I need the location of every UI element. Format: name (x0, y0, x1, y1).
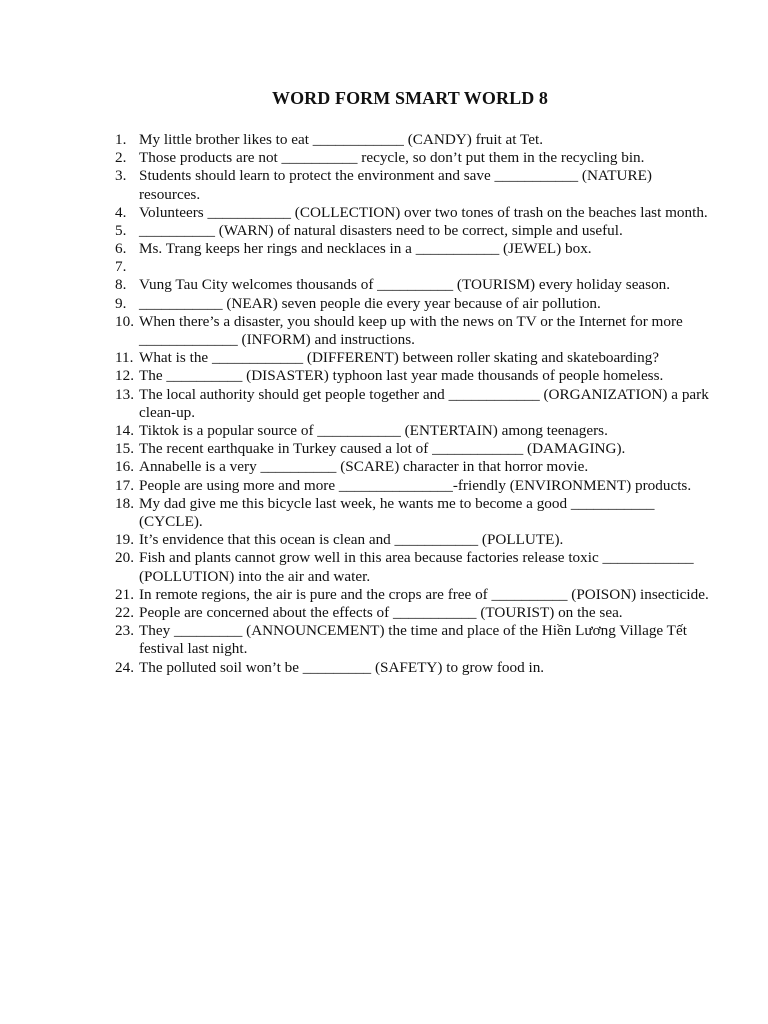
question-text: People are using more and more _______________-friendly (ENVIRONMENT) products. (139, 476, 692, 494)
question-item (115, 531, 710, 549)
question-text: ___________ (NEAR) seven people die every year because of air pollution. (139, 294, 601, 312)
question-text: My dad give me this bicycle last week, he wants me to become a good ___________ (CYCLE). (139, 494, 655, 531)
question-number: 3. (115, 167, 127, 185)
question-text: Volunteers ___________ (COLLECTION) over two tones of trash on the beaches last month. (139, 203, 708, 221)
question-text: Fish and plants cannot grow well in this area because factories release toxic ____________ (POLLUTION) into the air and water. (139, 549, 694, 585)
question-number: 8. (115, 276, 127, 294)
question-text: The polluted soil won’t be _________ (SAFETY) to grow food in. (139, 658, 545, 676)
question-item (115, 659, 710, 677)
question-item (115, 422, 710, 440)
question-number: 19. (115, 531, 134, 549)
question-item (115, 495, 710, 531)
question-item (115, 258, 710, 276)
document-title: WORD FORM SMART WORLD 8 (271, 88, 548, 108)
question-number: 22. (115, 604, 134, 622)
question-number: 15. (115, 440, 134, 458)
question-text: People are concerned about the effects of ___________ (TOURIST) on the sea. (139, 604, 623, 622)
question-text: My little brother likes to eat ____________ (CANDY) fruit at Tet. (139, 131, 544, 148)
question-number: 13. (115, 385, 134, 403)
question-list (115, 131, 710, 677)
question-number: 14. (115, 422, 134, 440)
question-text: When there’s a disaster, you should keep up with the news on TV or the Internet for more _____________ (INFORM) and instructions. (139, 312, 683, 349)
question-number: 9. (115, 294, 127, 312)
question-item (115, 458, 710, 476)
question-item (115, 204, 710, 222)
question-item (115, 440, 710, 458)
question-item (115, 386, 710, 422)
question-text: Tiktok is a popular source of ___________ (ENTERTAIN) among teenagers. (139, 422, 608, 440)
question-number: 23. (115, 622, 134, 640)
question-number: 11. (115, 349, 134, 367)
question-item (115, 295, 710, 313)
question-text: Annabelle is a very __________ (SCARE) character in that horror movie. (139, 458, 589, 476)
question-text: __________ (WARN) of natural disasters need to be correct, simple and useful. (139, 222, 623, 240)
question-text: In remote regions, the air is pure and the crops are free of __________ (POISON) insecticide. (139, 585, 709, 603)
question-number: 1. (115, 131, 127, 148)
question-item (115, 131, 710, 149)
question-number: 20. (115, 549, 134, 567)
question-item (115, 622, 710, 658)
question-item (115, 149, 710, 167)
question-number: 18. (115, 494, 134, 512)
question-text: The __________ (DISASTER) typhoon last year made thousands of people homeless. (139, 367, 664, 385)
question-number: 24. (115, 658, 134, 676)
question-text: The local authority should get people together and ____________ (ORGANIZATION) a park clean-up. (139, 385, 709, 421)
question-text: The recent earthquake in Turkey caused a lot of ____________ (DAMAGING). (139, 440, 626, 458)
question-item (115, 477, 710, 495)
question-number: 7. (115, 258, 127, 276)
question-item (115, 313, 710, 349)
question-number: 16. (115, 458, 134, 476)
question-text: Those products are not __________ recycle, so don’t put them in the recycling bin. (139, 149, 645, 167)
question-number: 21. (115, 585, 134, 603)
question-text: It’s envidence that this ocean is clean and ___________ (POLLUTE). (139, 531, 564, 549)
question-number: 2. (115, 149, 127, 167)
question-number: 4. (115, 203, 127, 221)
question-number: 17. (115, 476, 134, 494)
question-text: Vung Tau City welcomes thousands of __________ (TOURISM) every holiday season. (139, 276, 671, 294)
question-text: Ms. Trang keeps her rings and necklaces in a ___________ (JEWEL) box. (139, 240, 592, 258)
question-item (115, 349, 710, 367)
question-number: 10. (115, 312, 134, 330)
question-number: 12. (115, 367, 134, 385)
question-item (115, 586, 710, 604)
question-item (115, 549, 710, 585)
question-text: Students should learn to protect the environment and save ___________ (NATURE) resources. (139, 167, 652, 203)
question-item (115, 240, 710, 258)
question-text: They _________ (ANNOUNCEMENT) the time and place of the Hiền Lương Village Tết festival last night. (139, 622, 687, 658)
question-item (115, 367, 710, 385)
question-item (115, 604, 710, 622)
question-item (115, 167, 710, 203)
question-item (115, 222, 710, 240)
question-number: 6. (115, 240, 127, 258)
question-item (115, 276, 710, 294)
question-text: What is the ____________ (DIFFERENT) between roller skating and skateboarding? (139, 349, 660, 367)
question-number: 5. (115, 222, 127, 240)
